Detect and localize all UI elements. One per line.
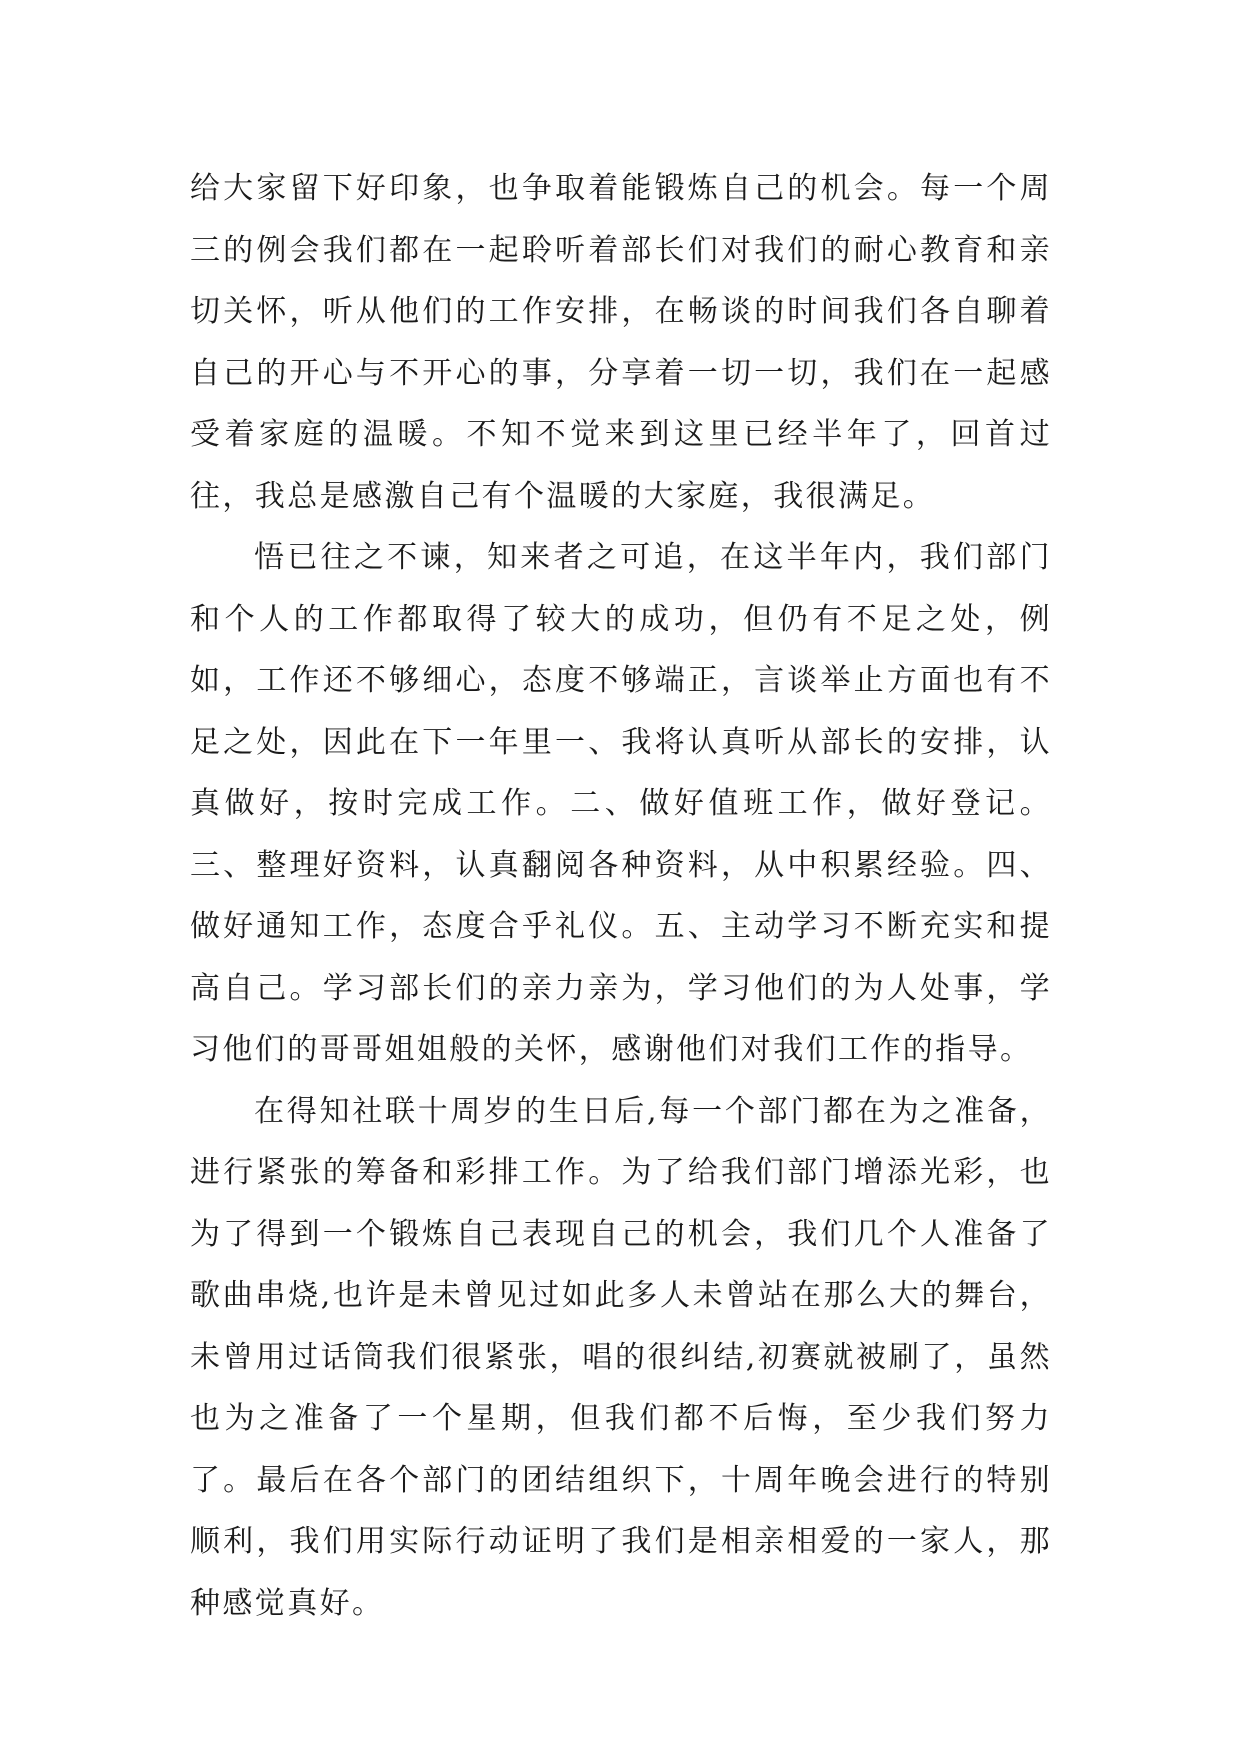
document-body [190,158,1052,1634]
paragraph-2: 悟已往之不谏，知来者之可追，在这半年内，我们部门和个人的工作都取得了较大的成功，但仍有不足之处，例如，工作还不够细心，态度不够端正，言谈举止方面也有不足之处，因此在下一年里一、我将认真听从部长的安排，认真做好，按时完成工作。二、做好值班工作，做好登记。三、整理好资料，认真翻阅各种资料，从中积累经验。四、做好通知工作，态度合乎礼仪。五、主动学习不断充实和提高自己。学习部长们的亲力亲为，学习他们的为人处事，学习他们的哥哥姐姐般的关怀，感谢他们对我们工作的指导。 [190,540,1052,1067]
paragraph-1: 给大家留下好印象，也争取着能锻炼自己的机会。每一个周三的例会我们都在一起聆听着部长们对我们的耐心教育和亲切关怀，听从他们的工作安排，在畅谈的时间我们各自聊着自己的开心与不开心的事，分享着一切一切，我们在一起感受着家庭的温暖。不知不觉来到这里已经半年了，回首过往，我总是感激自己有个温暖的大家庭，我很满足。 [190,171,1052,514]
paragraph-3: 在得知社联十周岁的生日后,每一个部门都在为之准备，进行紧张的筹备和彩排工作。为了给我们部门增添光彩，也为了得到一个锻炼自己表现自己的机会，我们几个人准备了歌曲串烧,也许是未曾见过如此多人未曾站在那么大的舞台，未曾用过话筒我们很紧张，唱的很纠结,初赛就被刷了，虽然也为之准备了一个星期，但我们都不后悔，至少我们努力了。最后在各个部门的团结组织下，十周年晚会进行的特别顺利，我们用实际行动证明了我们是相亲相爱的一家人，那种感觉真好。 [190,1093,1052,1621]
